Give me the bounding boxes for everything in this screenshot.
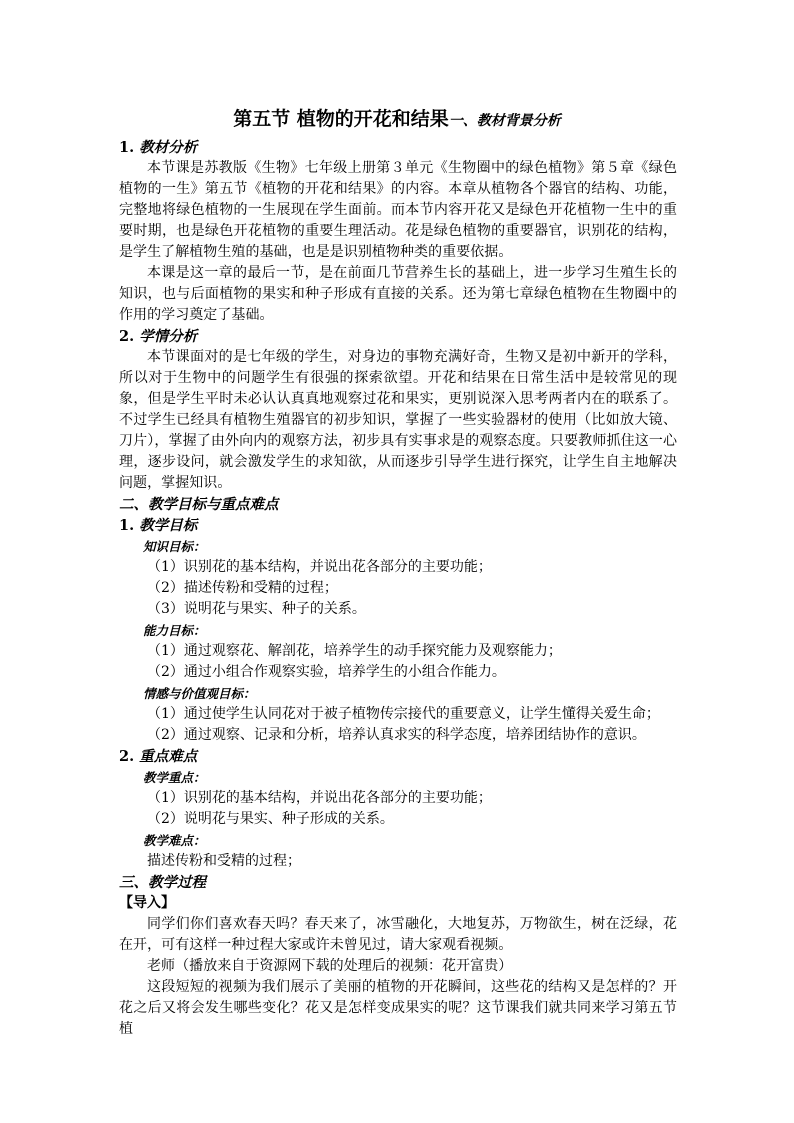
list-item: （1）识别花的基本结构，并说出花各部分的主要功能； [147,790,492,806]
difficulty-text: 描述传粉和受精的过程； [147,853,301,869]
paragraph: 本节课面对的是七年级的学生，对身边的事物充满好奇，生物又是初中新开的学科，所以对于生物中的问题学生有很强的探索欲望。开花和结果在日常生活中是较常见的现象，但是学生平时未必认认真真地观察过花和果实，更别说深入思考两者内在的联系了。不过学生已经具有植物生殖器官的初步知识，掌握了一些实验器材的使用（比如放大镜、刀片），掌握了由外向内的观察方法，初步具有实事求是的观察态度。只要教师抓住这一心理，逐步设问，就会激发学生的求知欲，从而逐步引导学生进行探究，让学生自主地解决问题，掌握知识。 [119,349,677,491]
paragraph: 本节课是苏教版《生物》七年级上册第３单元《生物圈中的绿色植物》第５章《绿色植物的一生》第五节《植物的开花和结果》的内容。本章从植物各个器官的结构、功能，完整地将绿色植物的一生展现在学生面前。而本节内容开花又是绿色开花植物一生中的重要时期，也是绿色开花植物的重要生理活动。花是绿色植物的重要器官，识别花的结构，是学生了解植物生殖的基础，也是是识别植物种类的重要依据。 [119,160,677,260]
heading-textbook-analysis: 1. 教材分析 [119,139,198,156]
label-knowledge-goals: 知识目标： [143,539,206,554]
heading-student-analysis: 2. 学情分析 [119,328,198,345]
paragraph: 老师（播放来自于资源网下载的处理后的视频：花开富贵） [147,958,513,974]
list-item: （1）通过观察花、解剖花，培养学生的动手探究能力及观察能力； [147,643,562,659]
paragraph: 同学们你们喜欢春天吗？春天来了，冰雪融化，大地复苏，万物欲生，树在泛绿，花在开，可有这样一种过程大家或许未曾见过，请大家观看视频。 [119,916,677,953]
label-key-points: 教学重点： [143,770,206,785]
label-ability-goals: 能力目标： [143,623,206,638]
document-body [119,137,677,1040]
heading-key-difficult-points: 2. 重点难点 [119,748,198,765]
heading-teaching-goals: 1. 教学目标 [119,517,198,534]
list-item: （2）描述传粉和受精的过程； [147,580,338,596]
title-main: 第五节 植物的开花和结果 [233,108,449,130]
paragraph: 这段短短的视频为我们展示了美丽的植物的开花瞬间，这些花的结构又是怎样的？开花之后又将会发生哪些变化？花又是怎样变成果实的呢？这节课我们就共同来学习第五节植 [119,979,677,1037]
title-section-heading: 一、教材背景分析 [448,113,561,129]
label-difficult-points: 教学难点： [143,833,206,848]
list-item: （2）通过小组合作观察实验，培养学生的小组合作能力。 [147,664,506,680]
list-item: （1）识别花的基本结构，并说出花各部分的主要功能； [147,559,492,575]
list-item: （3）说明花与果实、种子的关系。 [147,601,366,617]
list-item: （2）通过观察、记录和分析，培养认真求实的科学态度，培养团结协作的意识。 [147,727,646,743]
heading-goals-and-keypoints: 二、教学目标与重点难点 [119,496,279,513]
list-item: （2）说明花与果实、种子形成的关系。 [147,811,394,827]
label-emotion-goals: 情感与价值观目标： [143,686,256,701]
paragraph: 本课是这一章的最后一节，是在前面几节营养生长的基础上，进一步学习生殖生长的知识，也与后面植物的果实和种子形成有直接的关系。还为第七章绿色植物在生物圈中的作用的学习奠定了基础。 [119,265,677,323]
document-title [0,104,794,131]
heading-teaching-process: 三、教学过程 [119,874,206,891]
label-introduction: 【导入】 [119,895,175,911]
list-item: （1）通过使学生认同花对于被子植物传宗接代的重要意义，让学生懂得关爱生命； [147,706,660,722]
